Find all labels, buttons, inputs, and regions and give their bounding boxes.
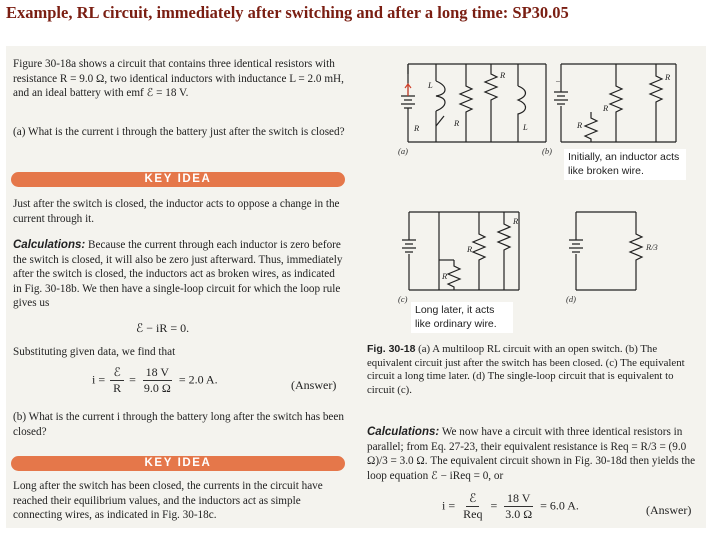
eq-b-result: = 6.0 A. — [540, 498, 579, 513]
svg-text:R: R — [454, 118, 460, 128]
svg-text:R: R — [577, 120, 583, 130]
circuit-a-diagram — [396, 56, 556, 156]
eq-a-equals: = — [129, 372, 136, 387]
slide-title: Example, RL circuit, immediately after switching and after a long time: SP30.05 — [6, 3, 569, 22]
circuit-c-diagram — [399, 204, 529, 304]
part-b-question: (b) What is the current i through the battery long after the switch has been closed? — [13, 411, 344, 438]
equation-a — [92, 366, 218, 395]
panel-b-label: (b) — [542, 146, 552, 156]
eq-b-num2: 18 V — [504, 492, 533, 507]
eq-b-den2: 3.0 Ω — [505, 507, 533, 521]
eq-b-den1: Req — [463, 507, 483, 521]
loop-equation: ℰ − iR = 0. — [136, 321, 190, 335]
answer-b-label: (Answer) — [646, 503, 692, 517]
callout-later: Long later, it acts like ordinary wire. — [411, 302, 513, 333]
eq-a-frac2 — [141, 366, 174, 395]
svg-text:R: R — [603, 103, 609, 113]
svg-text:R: R — [442, 271, 448, 281]
equation-b — [442, 492, 579, 521]
svg-text:R: R — [414, 123, 420, 133]
callout-initial: Initially, an inductor acts like broken wire. — [564, 149, 686, 180]
svg-text:−: − — [555, 76, 561, 86]
substituting-text: Substituting given data, we find that — [13, 346, 176, 358]
eq-b-frac2 — [502, 492, 535, 521]
eq-a-den2: 9.0 Ω — [143, 381, 171, 395]
svg-text:L: L — [523, 122, 528, 132]
problem-intro: Figure 30-18a shows a circuit that contains three identical resistors with resistance R = 9.0 Ω, two identical inductors with inductance L = 2.0 mH, and an ideal battery with emf ℰ = 18 V. — [13, 58, 344, 100]
eq-a-num1: ℰ — [110, 366, 123, 381]
eq-b-num1: ℰ — [466, 492, 479, 507]
figure-caption — [367, 343, 699, 397]
panel-d-label: (d) — [566, 294, 576, 304]
calc-b-label: Calculations: — [367, 426, 440, 438]
eq-b-frac1 — [460, 492, 485, 521]
svg-text:R: R — [665, 72, 671, 82]
part-a-question: (a) What is the current i through the battery just after the switch is closed? — [13, 126, 345, 138]
eq-b-equals: = — [490, 498, 498, 513]
calc-b-text: We now have a circuit with three identical resistors in parallel; from Eq. 27-23, their equivalent resistance is Req = R/3 = (9.0 Ω)/3 = 3.0 Ω. The equivalent circuit shown in Fig. 30-18d then yields the loop equation ℰ − iReq = 0, or — [367, 426, 696, 482]
panel-d-label-r3: R/3 — [646, 242, 658, 252]
svg-text:R: R — [467, 244, 473, 254]
caption-text: (a) A multiloop RL circuit with an open switch. (b) The equivalent circuit just after the switch has been closed. (c) The equivalent circuit a long time later. (d) The single-loop circuit that is equivalent to circuit (c). — [367, 343, 685, 396]
eq-a-frac1 — [110, 366, 124, 395]
eq-a-lhs: i = — [92, 372, 106, 387]
answer-a-label: (Answer) — [291, 378, 337, 392]
key-idea-b-text: Long after the switch has been closed, the currents in the circuit have reached their equilibrium values, and the inductors act as simple connecting wires, as indicated in Fig. 30-18c. — [13, 480, 323, 522]
textbook-page — [6, 46, 706, 528]
svg-text:L: L — [428, 80, 433, 90]
panel-c-label: (c) — [398, 294, 408, 304]
circuit-b-diagram — [551, 56, 686, 156]
calc-a-text: Because the current through each inductor is zero before the switch is closed, it will also be zero just afterward. Thus, immediately after the switch is closed, the inductors act as broken wires, as indicated in Fig. 30-18b. We then have a single-loop circuit for which the loop rule gives us — [13, 239, 343, 310]
panel-a-label: (a) — [398, 146, 408, 156]
key-idea-bar-a: KEY IDEA — [11, 172, 345, 187]
circuit-d-diagram — [564, 204, 664, 304]
key-idea-a-text: Just after the switch is closed, the inductor acts to oppose a change in the current through it. — [13, 198, 340, 225]
caption-label: Fig. 30-18 — [367, 343, 416, 355]
eq-a-result: = 2.0 A. — [178, 372, 218, 387]
svg-text:R: R — [513, 216, 519, 226]
key-idea-bar-b: KEY IDEA — [11, 456, 345, 471]
eq-a-num2: 18 V — [143, 366, 172, 381]
calculations-b — [367, 425, 701, 483]
eq-b-lhs: i = — [442, 498, 456, 513]
eq-a-den1: R — [113, 381, 122, 395]
svg-text:R: R — [500, 70, 506, 80]
calculations-a — [13, 238, 345, 311]
calc-a-label: Calculations: — [13, 239, 86, 251]
